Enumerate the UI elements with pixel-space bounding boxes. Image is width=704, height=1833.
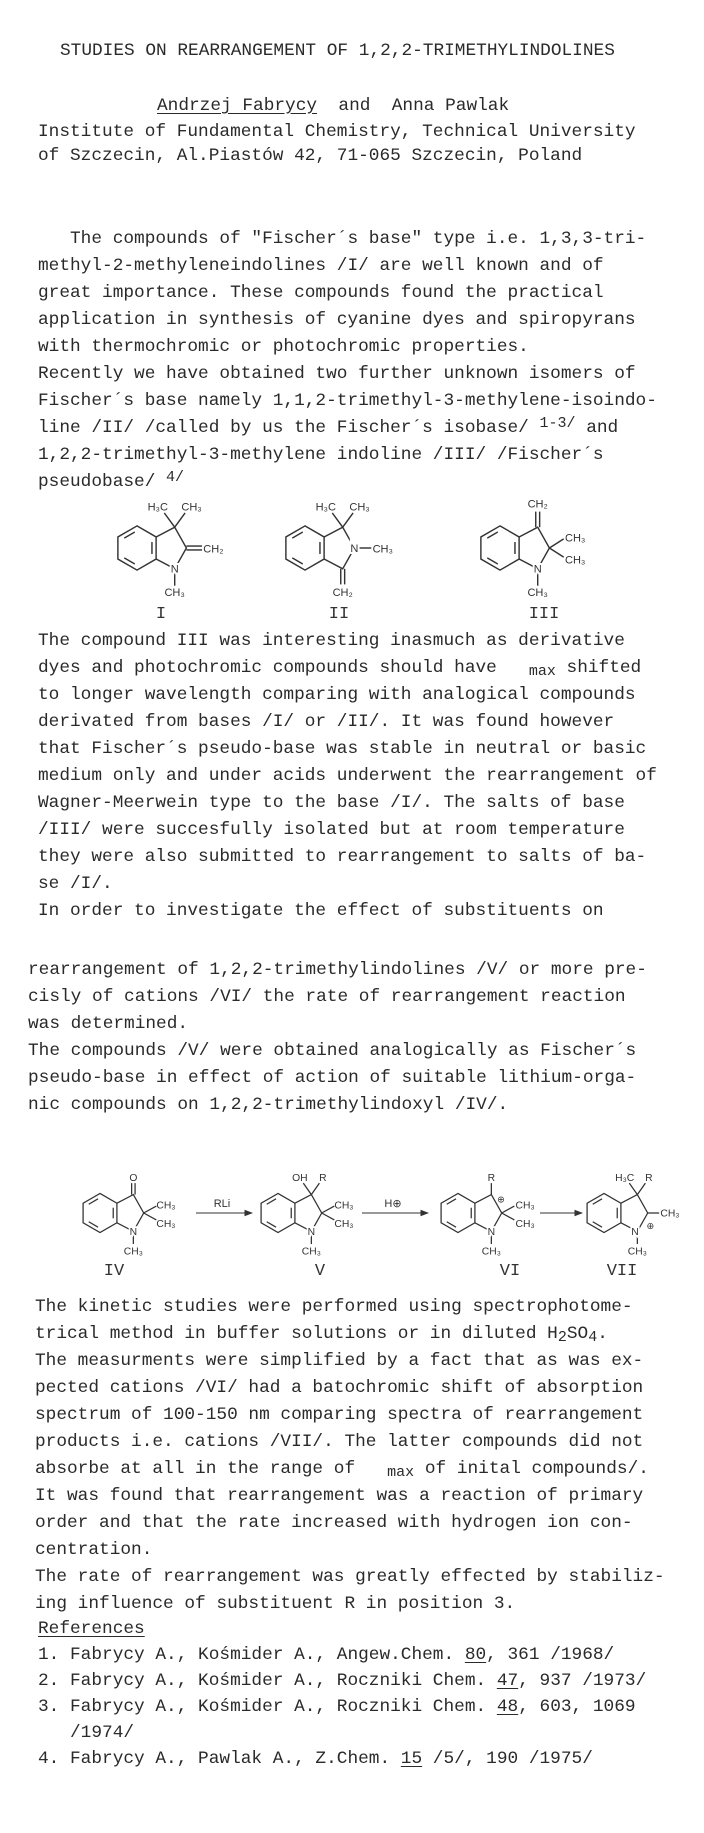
text-segment: pseudobase/ (38, 472, 167, 492)
subscript: 2 (557, 1329, 567, 1346)
group-label: R (319, 1172, 327, 1184)
text-segment: trical method in buffer solutions or in diluted H (35, 1324, 558, 1344)
text-line: /1974/ (38, 1723, 135, 1743)
text-line: methyl-2-methyleneindolines /I/ are well known and of (38, 256, 604, 276)
text-line: 1,2,2-trimethyl-3-methylene indoline /III/ /Fischer´s (38, 445, 604, 465)
text-segment: shifted (555, 658, 642, 678)
paragraph-compound-iii (38, 628, 657, 925)
compound-label: I (155, 605, 167, 624)
paragraph-intro (38, 226, 657, 496)
group-label: CH₃ (156, 1218, 176, 1230)
group-label: CH₃ (372, 543, 394, 556)
atom-n: N (170, 563, 179, 576)
text-line: products i.e. cations /VII/. The latter compounds did not (35, 1432, 644, 1452)
group-label: CH₃ (627, 1246, 647, 1258)
text-line: Fischer´s base namely 1,1,2-trimethyl-3-methylene-isoindo- (38, 391, 657, 411)
text-segment: . (597, 1324, 608, 1344)
text-line: In order to investigate the effect of substituents on (38, 901, 604, 921)
group-label: H₃C (147, 501, 169, 514)
compound-label: IV (103, 1262, 125, 1281)
text-line: centration. (35, 1540, 153, 1560)
text-line: order and that the rate increased with hydrogen ion con- (35, 1513, 633, 1533)
text-line: derivated from bases /I/ or /II/. It was found however (38, 712, 615, 732)
text-segment: , 361 /1968/ (486, 1645, 615, 1665)
compound-label: III (528, 605, 560, 624)
subscript: max (387, 1464, 415, 1481)
text-line (157, 93, 509, 120)
text-line: great importance. These compounds found the practical (38, 283, 604, 303)
group-label: CH₃ (527, 587, 548, 600)
group-label: CH₃ (565, 532, 586, 545)
text-line (38, 655, 657, 682)
underlined-text: Andrzej Fabrycy (157, 96, 318, 116)
text-line: Institute of Fundamental Chemistry, Technical University (38, 122, 636, 142)
text-line: of Szczecin, Al.Piastów 42, 71-065 Szczecin, Poland (38, 146, 583, 166)
group-label: OH (292, 1172, 308, 1184)
group-label: CH₃ (660, 1208, 680, 1220)
paragraph-kinetics (35, 1294, 665, 1618)
atom-n: N (350, 542, 359, 555)
group-label: CH₃ (515, 1218, 535, 1230)
citation-superscript: 4/ (166, 469, 185, 486)
text-line (35, 1321, 665, 1348)
compound-label: V (314, 1262, 326, 1281)
text-line: The compound III was interesting inasmuch as derivative (38, 631, 625, 651)
paragraph-rearrangement (28, 957, 647, 1119)
text-line: pseudo-base in effect of action of suitable lithium-orga- (28, 1068, 637, 1088)
references-heading (38, 1616, 145, 1643)
text-line: /III/ were succesfully isolated but at room temperature (38, 820, 625, 840)
text-line: medium only and under acids underwent the rearrangement of (38, 766, 657, 786)
text-segment: and Anna Pawlak (317, 96, 510, 116)
text-line: that Fischer´s pseudo-base was stable in neutral or basic (38, 739, 647, 759)
text-segment: of inital compounds/. (414, 1459, 649, 1479)
text-line: cisly of cations /VI/ the rate of rearrangement reaction (28, 987, 626, 1007)
group-label: CH₃ (515, 1200, 535, 1212)
text-line: ing influence of substituent R in position 3. (35, 1594, 516, 1614)
group-label: CH₂ (527, 498, 548, 511)
text-line: Wagner-Meerwein type to the base /I/. The salts of base (38, 793, 625, 813)
text-segment: dyes and photochromic compounds should have (38, 658, 529, 678)
charge-label: ⊕ (497, 1194, 505, 1205)
text-segment: and (575, 418, 619, 438)
text-segment: 2. Fabrycy A., Kośmider A., Roczniki Chem. (38, 1671, 497, 1691)
text-line: STUDIES ON REARRANGEMENT OF 1,2,2-TRIMETHYLINDOLINES (60, 41, 615, 61)
group-label: CH₃ (156, 1200, 176, 1212)
subscript: max (528, 663, 556, 680)
atom-n: N (129, 1226, 138, 1238)
group-label: CH₃ (349, 501, 370, 514)
underlined-text: 15 (400, 1749, 423, 1769)
group-label: CH₃ (181, 501, 202, 514)
atom-n: N (533, 563, 542, 576)
text-line (38, 415, 657, 442)
text-line: spectrum of 100-150 nm comparing spectra of rearrangement (35, 1405, 644, 1425)
group-label: CH₂ (203, 543, 224, 556)
text-line: they were also submitted to rearrangement to salts of ba- (38, 847, 647, 867)
structure-III (481, 499, 586, 599)
structure-II (286, 501, 393, 599)
text-line: with thermochromic or photochromic properties. (38, 337, 529, 357)
text-line: to longer wavelength comparing with analogical compounds (38, 685, 636, 705)
compound-label: VI (499, 1262, 521, 1281)
text-segment: line /II/ /called by us the Fischer´s isobase/ (38, 418, 540, 438)
text-line: It was found that rearrangement was a reaction of primary (35, 1486, 644, 1506)
group-label: H₃C (315, 501, 337, 514)
structure-V (261, 1173, 353, 1258)
atom-n: N (307, 1226, 316, 1238)
text-line: se /I/. (38, 874, 113, 894)
underlined-text: 80 (464, 1645, 487, 1665)
structures-scheme-1 (0, 490, 704, 624)
text-line: The measurments were simplified by a fact that as was ex- (35, 1351, 644, 1371)
text-line (35, 1456, 665, 1483)
charge-label: ⊕ (646, 1221, 655, 1232)
compound-label: II (328, 605, 350, 624)
group-label: R (487, 1172, 496, 1184)
atom-n: N (487, 1226, 496, 1238)
text-line: application in synthesis of cyanine dyes and spiropyrans (38, 310, 636, 330)
structure-IV (83, 1173, 175, 1258)
structure-VI (441, 1173, 535, 1258)
text-line: pected cations /VI/ had a batochromic shift of absorption (35, 1378, 644, 1398)
subscript: 4 (588, 1329, 598, 1346)
text-line (38, 1668, 646, 1694)
text-line: nic compounds on 1,2,2-trimethylindoxyl /IV/. (28, 1095, 509, 1115)
group-label: CH₃ (334, 1218, 354, 1230)
reaction-scheme-2 (0, 1165, 704, 1285)
text-line: The kinetic studies were performed using spectrophotome- (35, 1297, 633, 1317)
group-label: CH₂ (332, 587, 353, 600)
group-label: CH₃ (301, 1246, 321, 1258)
atom-n: N (631, 1226, 639, 1238)
compound-label: VII (606, 1262, 638, 1281)
paper-title (60, 38, 615, 65)
reagent-label: RLi (213, 1198, 231, 1210)
text-segment: SO (566, 1324, 589, 1344)
affiliation (38, 120, 636, 168)
text-line: was determined. (28, 1014, 189, 1034)
structure-I (118, 501, 224, 599)
group-label: H₃C (615, 1172, 635, 1184)
text-line (38, 1642, 646, 1668)
text-segment: 3. Fabrycy A., Kośmider A., Roczniki Chem. (38, 1697, 497, 1717)
text-line (38, 1694, 646, 1720)
text-segment: 1. Fabrycy A., Kośmider A., Angew.Chem. (38, 1645, 465, 1665)
group-label: CH₃ (481, 1246, 501, 1258)
group-label: CH₃ (123, 1246, 143, 1258)
text-line: The compounds /V/ were obtained analogically as Fischer´s (28, 1041, 637, 1061)
group-label: CH₃ (334, 1200, 354, 1212)
text-line (38, 1616, 145, 1643)
reagent-label: H⊕ (384, 1198, 402, 1210)
text-line: The compounds of "Fischer´s base" type i.e. 1,3,3-tri- (38, 229, 647, 249)
text-line (38, 1746, 646, 1772)
text-segment: absorbe at all in the range of (35, 1459, 388, 1479)
text-line: rearrangement of 1,2,2-trimethylindolines /V/ or more pre- (28, 960, 647, 980)
text-segment: , 937 /1973/ (518, 1671, 647, 1691)
authors (157, 93, 509, 120)
group-label: CH₃ (164, 587, 185, 600)
underlined-text: References (38, 1619, 145, 1639)
text-line: The rate of rearrangement was greatly effected by stabiliz- (35, 1567, 665, 1587)
text-segment: /5/, 190 /1975/ (422, 1749, 593, 1769)
text-segment: , 603, 1069 (518, 1697, 636, 1717)
group-label: O (129, 1172, 138, 1184)
underlined-text: 47 (496, 1671, 519, 1691)
group-label: CH₃ (565, 554, 586, 567)
underlined-text: 48 (496, 1697, 519, 1717)
text-segment: 4. Fabrycy A., Pawlak A., Z.Chem. (38, 1749, 401, 1769)
text-line: Recently we have obtained two further unknown isomers of (38, 364, 636, 384)
citation-superscript: 1-3/ (539, 415, 576, 432)
structure-VII (587, 1173, 679, 1258)
group-label: R (645, 1172, 653, 1184)
references-list (38, 1642, 646, 1772)
